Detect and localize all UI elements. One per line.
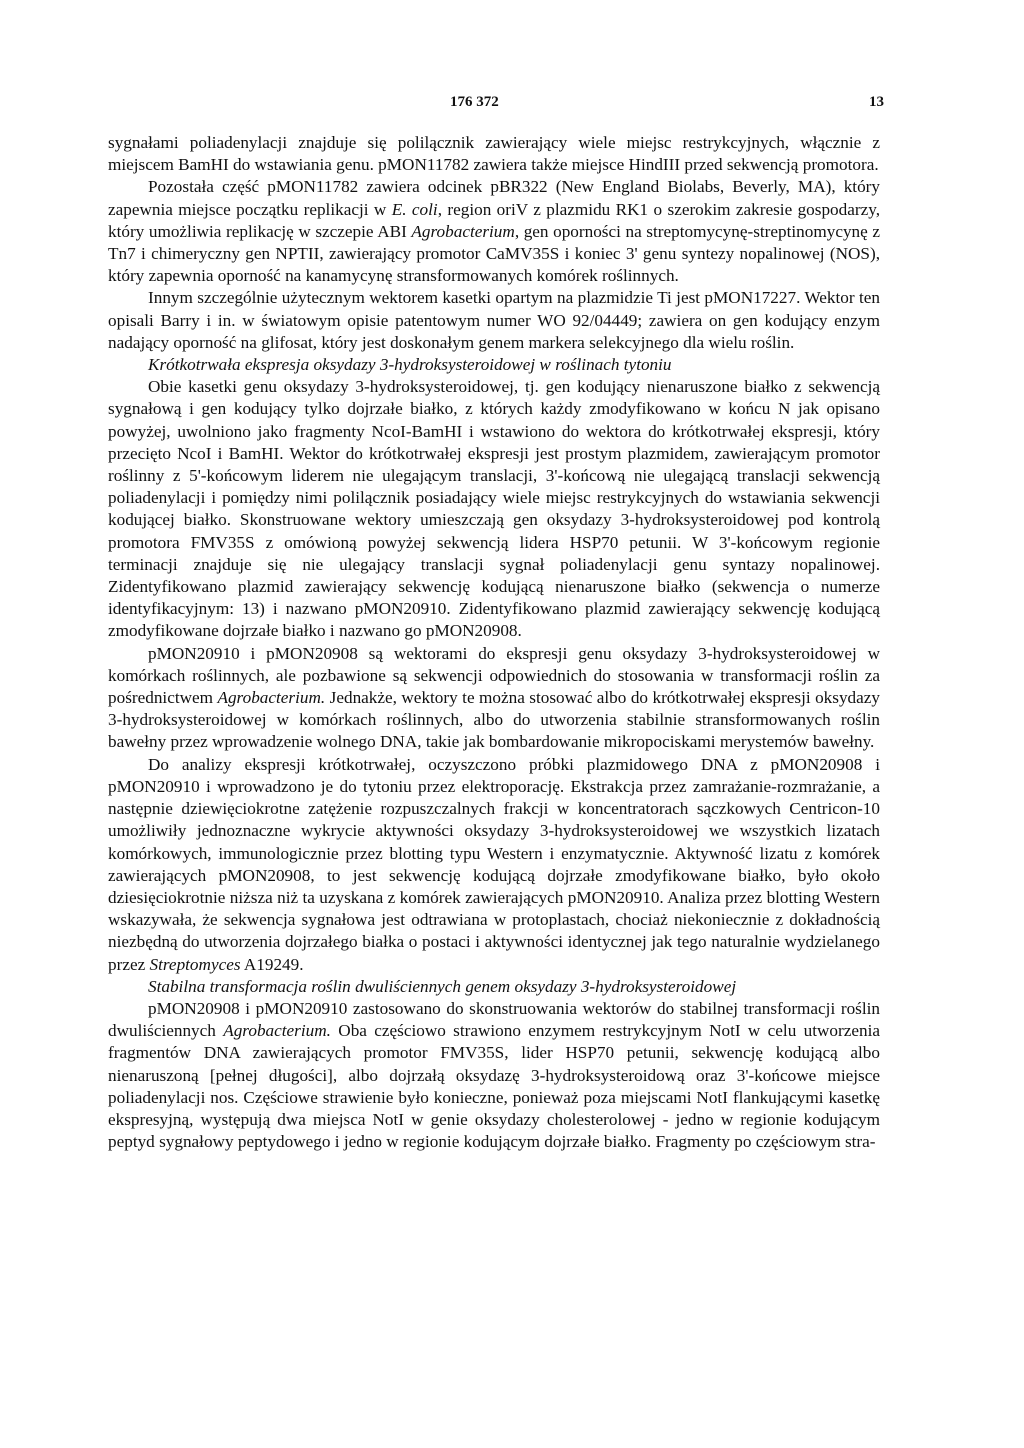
paragraph <box>108 998 880 1153</box>
italic-text: Agrobacterium <box>411 221 515 241</box>
text-run: Pozostała część pMON11782 zawiera odcinek pBR322 (New England Biolabs, Beverly, MA), który zapewnia miejsce początku replikacji w <box>108 177 880 219</box>
text-run: , gen oporności na streptomycynę-streptinomycynę z Tn7 i chimeryczny gen NPTII, zawierający promotor CaMV35S i koniec 3' genu syntezy nopalinowej (NOS), który zapewnia oporność na kanamycynę stransformowanych komórek roślinnych. <box>108 221 880 286</box>
italic-text: Agrobacterium. <box>217 688 326 708</box>
text-run: Krótkotrwała ekspresja oksydazy 3-hydroksysteroidowej w roślinach tytoniu <box>148 355 672 375</box>
text-run: Oba częściowo strawiono enzymem restrykcyjnym NotI w celu utworzenia fragmentów DNA zawierających promotor FMV35S, lider HSP70 petunii, sekwencję kodującą albo nienaruszoną [pełnej długości], albo dojrzałą oksydazę 3-hydroksysteroidową oraz 3'-końcowe miejsce poliadenylacji nos. Częściowe strawienie było konieczne, ponieważ poza miejscami NotI flankującymi kasetkę ekspresyjną, występują dwa miejsca NotI w genie oksydazy cholesterolowej - jedno w regionie kodującym peptyd sygnałowy peptydowego i jedno w regionie kodującym dojrzałe białko. Fragmenty po częściowym stra- <box>108 1021 880 1152</box>
italic-text: E. coli <box>391 199 438 219</box>
page-number: 13 <box>869 94 884 110</box>
text-run: Obie kasetki genu oksydazy 3-hydroksysteroidowej, tj. gen kodujący nienaruszone białko z sekwencją sygnałową i gen kodujący tylko dojrzałe białko, z których każdy zmodyfikowano w końcu N jak opisano powyżej, uwolniono jako fragmenty NcoI-BamHI i wstawiono do wektora do krótkotrwałej ekspresji, który przecięto NcoI i BamHI. Wektor do krótkotrwałej ekspresji jest prostym plazmidem, zawierającym promotor roślinny z 5'-końcowym liderem nie ulegającym translacji, 3'-końcową nie ulegającą translacji sekwencją poliadenylacji i pomiędzy nimi polilącznik posiadający wiele miejsc restrykcyjnych do wstawiania sekwencji kodującej białko. Skonstruowane wektory umieszczają gen oksydazy 3-hydroksysteroidowej pod kontrolą promotora FMV35S z omówioną powyżej sekwencją lidera HSP70 petunii. W 3'-końcowym regionie terminacji znajduje się nie ulegający translacji sygnał poliadenylacji genu syntazy nopalinowej. Zidentyfikowano plazmid zawierający sekwencję kodującą nienaruszone białko (sekwencja o numerze identyfikacyjnym: 13) i nazwano pMON20910. Zidentyfikowano plazmid zawierający sekwencję kodującą zmodyfikowane dojrzałe białko i nazwano go pMON20908. <box>108 377 880 641</box>
section-heading <box>108 976 880 998</box>
text-run: pMON20910 i pMON20908 są wektorami do ekspresji genu oksydazy 3-hydroksysteroidowej w komórkach roślinnych, ale pozbawione są sekwencji odpowiednich do stosowania w transformacji roślin za pośrednictwem <box>108 643 880 708</box>
paragraph <box>108 132 880 176</box>
text-run: Stabilna transformacja roślin dwuliściennych genem oksydazy 3-hydroksysteroidowej <box>148 976 737 996</box>
paragraph <box>108 176 880 287</box>
text-run: sygnałami poliadenylacji znajduje się polilącznik zawierający wiele miejsc restrykcyjnych, włącznie z miejscem BamHI do wstawiania genu. pMON11782 zawiera także miejsce HindIII przed sekwencją promotora. <box>108 133 880 175</box>
italic-text: Agrobacterium. <box>223 1021 331 1041</box>
paragraph <box>108 754 880 976</box>
italic-text: Streptomyces <box>149 954 241 974</box>
document-body <box>108 132 880 1153</box>
page-header <box>108 92 884 118</box>
text-run: Innym szczególnie użytecznym wektorem kasetki opartym na plazmidzie Ti jest pMON17227. Wektor ten opisali Barry i in. w światowym opisie patentowym numer WO 92/04449; zawiera on gen kodujący enzym nadający oporność na glifosat, który jest doskonałym genem markera selekcyjnego dla wielu roślin. <box>108 288 880 352</box>
document-page <box>108 92 884 1153</box>
section-heading <box>108 354 880 376</box>
patent-number: 176 372 <box>450 94 499 110</box>
text-run: , region oriV z plazmidu RK1 o szerokim zakresie gospodarzy, który umożliwia replikację w szczepie ABI <box>108 199 880 241</box>
paragraph <box>108 287 880 354</box>
text-run: A19249. <box>240 954 304 974</box>
paragraph <box>108 376 880 642</box>
paragraph <box>108 643 880 754</box>
text-run: pMON20908 i pMON20910 zastosowano do skonstruowania wektorów do stabilnej transformacji roślin dwuliściennych <box>108 998 880 1041</box>
text-run: Jednakże, wektory te można stosować albo do krótkotrwałej ekspresji oksydazy 3-hydroksysteroidowej w komórkach roślinnych, albo do utworzenia stabilnie stransformowanych roślin bawełny przez wprowadzenie wolnego DNA, takie jak bombardowanie mikropociskami merystemów bawełny. <box>108 688 880 752</box>
text-run: Do analizy ekspresji krótkotrwałej, oczyszczono próbki plazmidowego DNA z pMON20908 i pMON20910 i wprowadzono je do tytoniu przez elektroporację. Ekstrakcja przez zamrażanie-rozmrażanie, a następnie dziewięciokrotne zatężenie rozpuszczalnych frakcji w koncentratorach sączkowych Centricon-10 umożliwiły jednoznaczne wykrycie aktywności oksydazy 3-hydroksysteroidowej we wszystkich lizatach komórkowych, immunologicznie przez blotting typu Western i enzymatycznie. Aktywność lizatu z komórek zawierających pMON20908, to jest sekwencję kodującą dojrzałe zmodyfikowane białko, było około dziesięciokrotnie niższa niż ta uzyskana z komórek zawierających pMON20910. Analiza przez blotting Western wskazywała, że sekwencja sygnałowa jest odtrawiana w protoplastach, chociaż niekoniecznie z dokładnością niezbędną do utworzenia dojrzałego białka o postaci i aktywności identycznej jak tego naturalnie wydzielanego przez <box>108 754 880 974</box>
